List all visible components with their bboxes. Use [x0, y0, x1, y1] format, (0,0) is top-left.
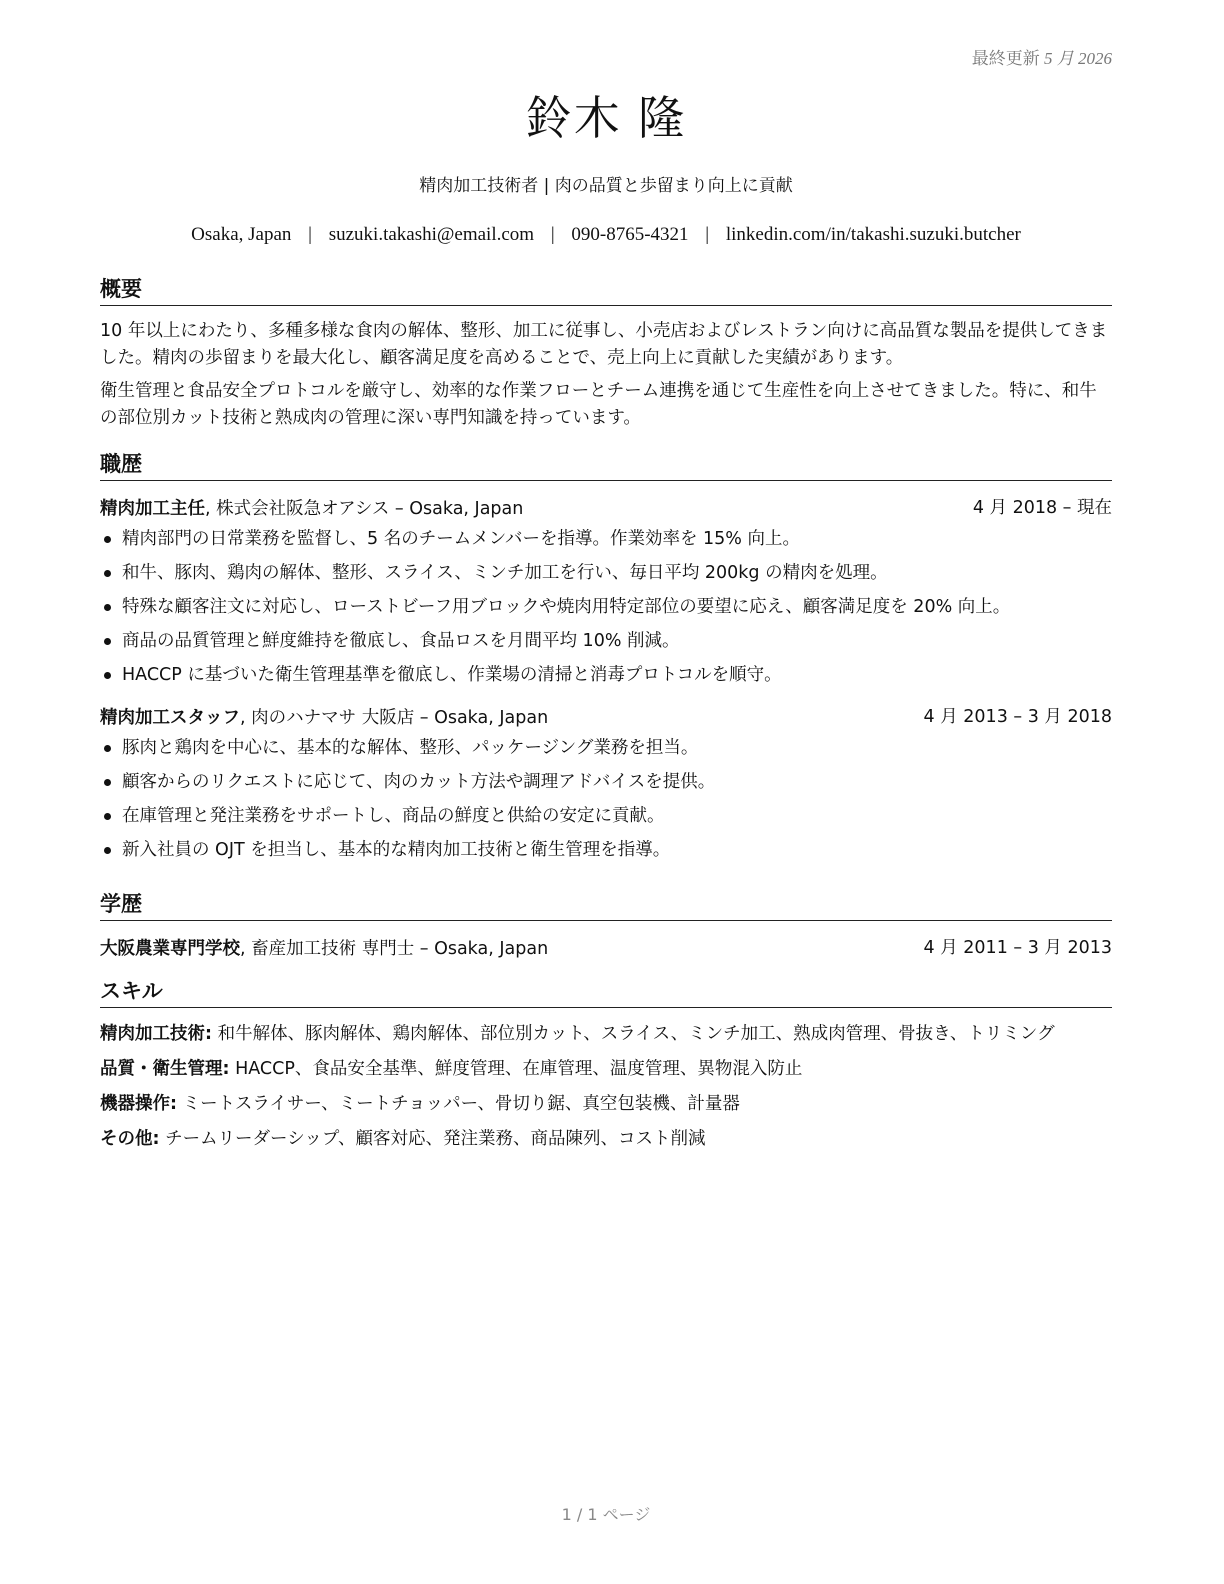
bullet-item: 豚肉と鶏肉を中心に、基本的な解体、整形、パッケージング業務を担当。	[100, 735, 1112, 761]
skill-row	[100, 1090, 1112, 1117]
skill-value: ミートスライサー、ミートチョッパー、骨切り鋸、真空包装機、計量器	[177, 1094, 740, 1114]
experience-section	[100, 451, 1112, 871]
bullet-item: 特殊な顧客注文に対応し、ローストビーフ用ブロックや焼肉用特定部位の要望に応え、顧客満足度を 20% 向上。	[100, 594, 1112, 620]
job-header	[100, 704, 1112, 731]
section-title: 職歴	[100, 451, 1112, 481]
tagline: 精肉加工技術者 | 肉の品質と歩留まり向上に貢献	[419, 176, 793, 196]
bullet-item: HACCP に基づいた衛生管理基準を徹底し、作業場の清掃と消毒プロトコルを順守。	[100, 662, 1112, 688]
contact-separator: |	[550, 224, 555, 245]
skill-row	[100, 1125, 1112, 1152]
skill-value: チームリーダーシップ、顧客対応、発注業務、商品陳列、コスト削減	[159, 1129, 706, 1149]
skill-value: HACCP、食品安全基準、鮮度管理、在庫管理、温度管理、異物混入防止	[229, 1059, 803, 1079]
job-company: , 株式会社阪急オアシス – Osaka, Japan	[205, 499, 524, 519]
resume-page	[100, 0, 1112, 1584]
summary-paragraph: 10 年以上にわたり、多種多様な食肉の解体、整形、加工に従事し、小売店およびレストラン向けに高品質な製品を提供してきました。精肉の歩留まりを最大化し、顧客満足度を高めることで、売上向上に貢献した実績があります。	[100, 321, 1108, 368]
page-number: 1 / 1 ページ	[561, 1505, 651, 1524]
job-entry	[100, 495, 1112, 688]
school-name: 大阪農業専門学校	[100, 939, 240, 959]
contact-linkedin[interactable]: linkedin.com/in/takashi.suzuki.butcher	[725, 224, 1021, 245]
section-title: スキル	[100, 978, 1112, 1008]
updated-prefix: 最終更新	[971, 49, 1040, 69]
summary-section	[100, 276, 1112, 432]
updated-date: 5 月 2026	[1044, 49, 1112, 68]
section-title: 学歴	[100, 891, 1112, 921]
contact-email[interactable]: suzuki.takashi@email.com	[328, 224, 535, 245]
education-title-line	[100, 935, 548, 962]
education-entry	[100, 935, 1112, 962]
job-entry	[100, 704, 1112, 863]
job-role: 精肉加工スタッフ	[100, 708, 240, 728]
job-company: , 肉のハナマサ 大阪店 – Osaka, Japan	[240, 708, 549, 728]
contact-location: Osaka, Japan	[191, 224, 292, 245]
summary-paragraph: 衛生管理と食品安全プロトコルを厳守し、効率的な作業フローとチーム連携を通じて生産性を向上させてきました。特に、和牛の部位別カット技術と熟成肉の管理に深い専門知識を持っています。	[100, 381, 1097, 428]
job-dates: 4 月 2013 – 3 月 2018	[923, 707, 1112, 727]
education-dates: 4 月 2011 – 3 月 2013	[923, 938, 1112, 958]
skills-section	[100, 978, 1112, 1152]
bullet-item: 精肉部門の日常業務を監督し、5 名のチームメンバーを指導。作業効率を 15% 向上。	[100, 526, 1112, 552]
job-role: 精肉加工主任	[100, 499, 205, 519]
job-title-line	[100, 704, 548, 731]
skill-value: 和牛解体、豚肉解体、鶏肉解体、部位別カット、スライス、ミンチ加工、熟成肉管理、骨抜き、トリミング	[212, 1024, 1055, 1044]
bullet-item: 商品の品質管理と鮮度維持を徹底し、食品ロスを月間平均 10% 削減。	[100, 628, 1112, 654]
job-title-line	[100, 495, 523, 522]
degree-detail: , 畜産加工技術 専門士 – Osaka, Japan	[240, 939, 549, 959]
skill-label: 機器操作:	[100, 1094, 177, 1114]
bullet-item: 顧客からのリクエストに応じて、肉のカット方法や調理アドバイスを提供。	[100, 769, 1112, 795]
job-dates: 4 月 2018 – 現在	[972, 498, 1112, 518]
job-bullets	[100, 526, 1112, 688]
skill-label: 精肉加工技術:	[100, 1024, 212, 1044]
skill-label: 品質・衛生管理:	[100, 1059, 230, 1079]
contact-line	[100, 224, 1112, 246]
last-updated	[972, 44, 1112, 69]
skill-row	[100, 1055, 1112, 1082]
contact-separator: |	[308, 224, 312, 245]
job-header	[100, 495, 1112, 522]
contact-phone[interactable]: 090-8765-4321	[571, 224, 689, 245]
education-section	[100, 891, 1112, 962]
section-title: 概要	[100, 276, 1112, 306]
skill-label: その他:	[100, 1129, 160, 1149]
person-name: 鈴木 隆	[525, 91, 687, 145]
bullet-item: 和牛、豚肉、鶏肉の解体、整形、スライス、ミンチ加工を行い、毎日平均 200kg の精肉を処理。	[100, 560, 1112, 586]
skill-row	[100, 1020, 1112, 1047]
job-bullets	[100, 735, 1112, 863]
contact-separator: |	[705, 224, 710, 245]
bullet-item: 在庫管理と発注業務をサポートし、商品の鮮度と供給の安定に貢献。	[100, 803, 1112, 829]
bullet-item: 新入社員の OJT を担当し、基本的な精肉加工技術と衛生管理を指導。	[100, 837, 1112, 863]
